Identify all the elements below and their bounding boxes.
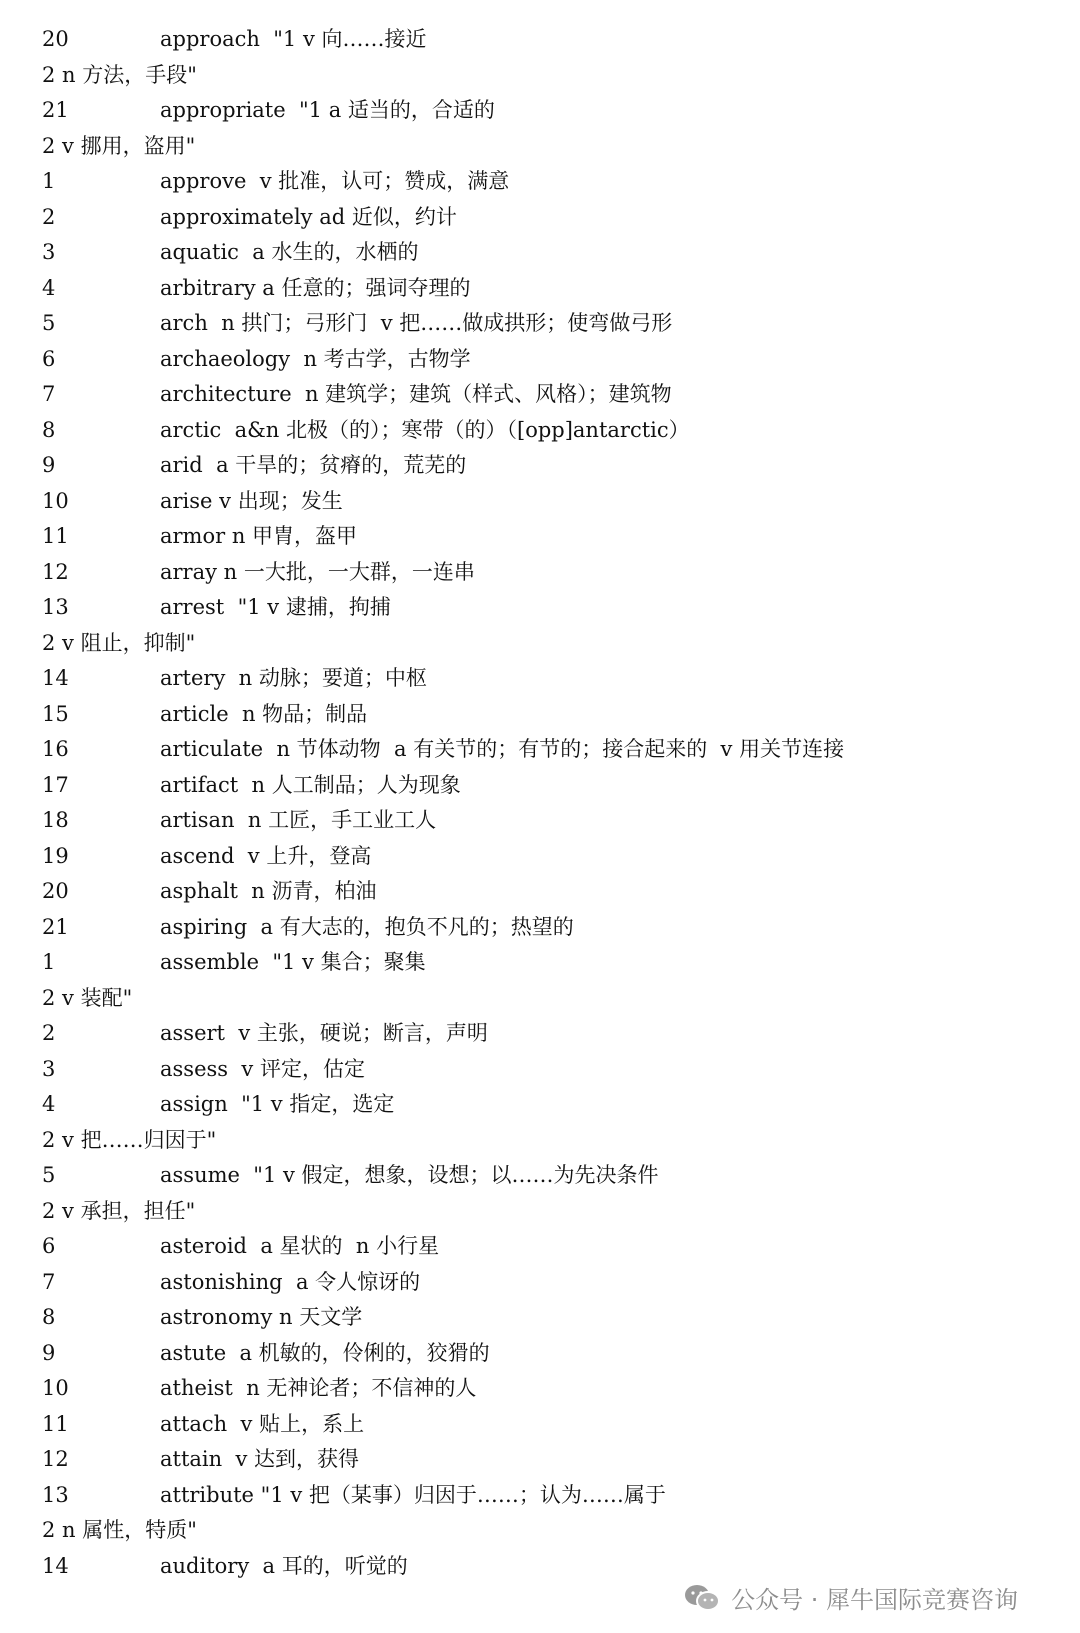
entry-definition: approve v 批准，认可；赞成，满意 [160,169,510,193]
entry-line [42,1407,1052,1443]
entry-number: 11 [42,1411,69,1436]
entry-number: 7 [42,382,56,406]
entry-line [42,519,1052,555]
entry-definition: arbitrary a 任意的；强词夺理的 [160,275,471,300]
entry-continuation-line [42,1123,1052,1159]
entry-definition: approximately ad 近似，约计 [160,204,457,229]
entry-number: 17 [42,772,69,797]
entry-definition-continued: 2 v 把……归因于" [42,1127,217,1152]
entry-line [42,1442,1052,1478]
entry-definition: assemble "1 v 集合；聚集 [160,950,426,974]
entry-line [42,271,1052,307]
entry-number: 12 [42,559,69,584]
entry-number: 10 [42,488,69,513]
entry-line [42,1052,1052,1088]
entry-continuation-line [42,981,1052,1017]
entry-line [42,661,1052,697]
entry-line [42,1478,1052,1514]
entry-number: 14 [42,1553,69,1578]
entry-definition: armor n 甲胄，盔甲 [160,524,358,548]
entry-definition: arctic a&n 北极（的）；寒带（的）（[opp]antarctic） [160,417,690,442]
entry-definition: artisan n 工匠，手工业工人 [160,808,437,832]
entry-line [42,1087,1052,1123]
entry-line [42,1336,1052,1372]
entry-definition: assign "1 v 指定，选定 [160,1092,395,1116]
entry-line [42,484,1052,520]
entry-line [42,945,1052,981]
entry-definition-continued: 2 v 承担，担任" [42,1198,196,1223]
entry-definition: atheist n 无神论者；不信神的人 [160,1376,477,1400]
entry-line [42,874,1052,910]
entry-definition-continued: 2 v 挪用，盗用" [42,133,196,158]
entry-number: 9 [42,453,56,477]
entry-line [42,697,1052,733]
entry-line [42,1016,1052,1052]
entry-line [42,377,1052,413]
entry-definition: assert v 主张，硬说；断言，声明 [160,1021,488,1045]
entry-definition: assess v 评定，估定 [160,1056,365,1081]
entry-definition: arid a 干旱的；贫瘠的，荒芜的 [160,453,467,477]
entry-number: 4 [42,1092,56,1116]
entry-definition: astronomy n 天文学 [160,1305,363,1329]
entry-definition: asteroid a 星状的 n 小行星 [160,1234,440,1258]
watermark [683,1580,1018,1615]
entry-number: 14 [42,666,69,690]
entry-continuation-line [42,1513,1052,1549]
entry-line [42,342,1052,378]
entry-line [42,1158,1052,1194]
entry-line [42,555,1052,591]
entry-line [42,413,1052,449]
entry-definition: artifact n 人工制品；人为现象 [160,772,461,797]
entry-line [42,235,1052,271]
entry-line [42,93,1052,129]
entry-number: 1 [42,950,56,974]
entry-line [42,732,1052,768]
entry-number: 20 [42,27,69,51]
entry-definition: attain v 达到，获得 [160,1447,360,1471]
entry-line [42,1549,1052,1585]
entry-line [42,200,1052,236]
entry-definition: astute a 机敏的，伶俐的，狡猾的 [160,1340,490,1365]
entry-definition: appropriate "1 a 适当的，合适的 [160,98,495,122]
entry-definition: arrest "1 v 逮捕，拘捕 [160,595,391,619]
entry-number: 2 [42,1021,56,1045]
entry-number: 21 [42,914,69,939]
entry-number: 13 [42,1482,69,1507]
entry-definition: attribute "1 v 把（某事）归因于……；认为……属于 [160,1482,666,1507]
entry-number: 8 [42,417,56,442]
entry-continuation-line [42,626,1052,662]
entry-number: 5 [42,311,56,335]
entry-definition: aspiring a 有大志的，抱负不凡的；热望的 [160,914,574,939]
entry-number: 19 [42,843,69,868]
entry-number: 7 [42,1269,56,1294]
entry-definition: arch n 拱门；弓形门 v 把……做成拱形；使弯做弓形 [160,311,673,335]
entry-continuation-line [42,58,1052,94]
entry-number: 16 [42,737,69,761]
entry-number: 9 [42,1340,56,1365]
entry-definition: ascend v 上升，登高 [160,843,372,868]
entry-line [42,1371,1052,1407]
entry-line [42,448,1052,484]
entry-definition: arise v 出现；发生 [160,488,343,513]
entry-definition: assume "1 v 假定，想象，设想；以……为先决条件 [160,1163,659,1187]
entry-number: 18 [42,808,69,832]
entry-line [42,164,1052,200]
entry-number: 5 [42,1163,56,1187]
entry-definition: aquatic a 水生的，水栖的 [160,240,419,264]
entry-line [42,839,1052,875]
entry-line [42,803,1052,839]
entry-definition: auditory a 耳的，听觉的 [160,1553,408,1578]
entry-definition: archaeology n 考古学，古物学 [160,346,471,371]
entry-definition: article n 物品；制品 [160,701,368,726]
entry-number: 11 [42,524,69,548]
entry-line [42,1300,1052,1336]
entry-definition: artery n 动脉；要道；中枢 [160,666,427,690]
entry-number: 6 [42,346,56,371]
entry-continuation-line [42,1194,1052,1230]
entry-number: 3 [42,240,56,264]
entry-definition: asphalt n 沥青，柏油 [160,879,377,903]
entry-definition-continued: 2 v 阻止，抑制" [42,630,196,655]
vocabulary-list [42,22,1052,1584]
entry-number: 8 [42,1305,56,1329]
entry-line [42,910,1052,946]
entry-definition: array n 一大批，一大群，一连串 [160,559,475,584]
entry-number: 2 [42,204,56,229]
entry-line [42,1265,1052,1301]
entry-definition-continued: 2 n 属性，特质" [42,1518,197,1542]
entry-number: 12 [42,1447,69,1471]
entry-line [42,1229,1052,1265]
entry-number: 4 [42,275,56,300]
entry-number: 15 [42,701,69,726]
entry-number: 13 [42,595,69,619]
entry-definition: astonishing a 令人惊讶的 [160,1269,421,1294]
entry-definition: articulate n 节体动物 a 有关节的；有节的；接合起来的 v 用关节连接 [160,737,845,761]
entry-definition-continued: 2 n 方法，手段" [42,62,197,87]
entry-line [42,590,1052,626]
watermark-text: 公众号 · 犀牛国际竞赛咨询 [731,1586,1018,1614]
entry-definition-continued: 2 v 装配" [42,985,133,1010]
entry-number: 20 [42,879,69,903]
entry-line [42,306,1052,342]
entry-definition: architecture n 建筑学；建筑（样式、风格）；建筑物 [160,382,672,406]
entry-number: 21 [42,98,69,122]
entry-number: 1 [42,169,56,193]
wechat-icon [683,1582,721,1614]
entry-definition: attach v 贴上，系上 [160,1411,365,1436]
entry-number: 6 [42,1234,56,1258]
entry-line [42,22,1052,58]
entry-line [42,768,1052,804]
entry-definition: approach "1 v 向……接近 [160,27,427,51]
entry-number: 3 [42,1056,56,1081]
entry-number: 10 [42,1376,69,1400]
entry-continuation-line [42,129,1052,165]
